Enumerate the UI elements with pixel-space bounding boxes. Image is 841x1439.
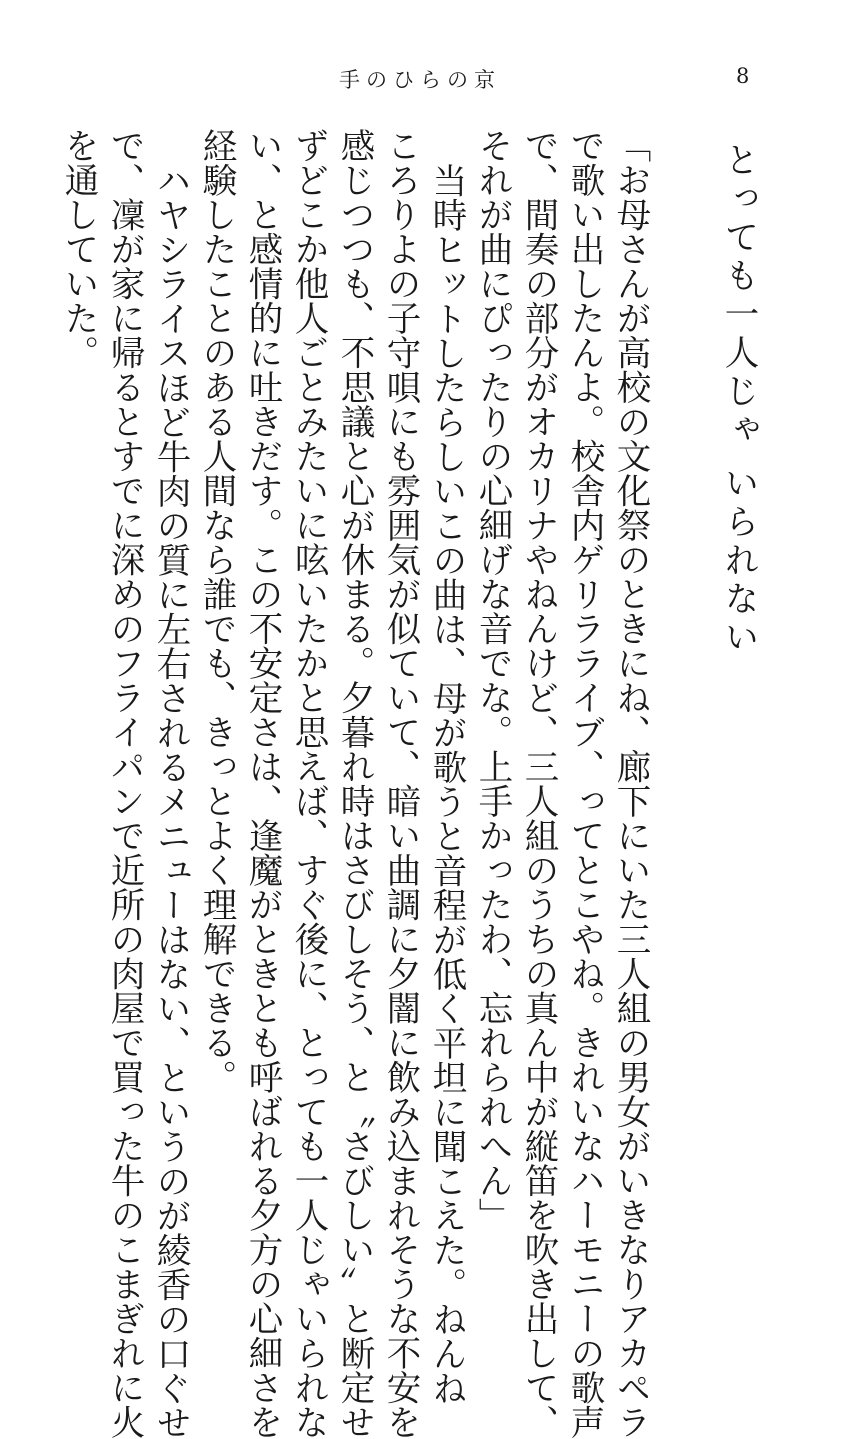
text-line: を通していた。 (58, 128, 98, 370)
text-line: で、間奏の部分がオカリナやねんけど、三人組のうちの真ん中が縦笛を吹き出して、 (518, 128, 558, 1439)
body-paragraph (55, 128, 193, 1439)
text-line: 当時ヒットしたらしいこの曲は、母が歌うと音程が低く平坦に聞こえた。ねんね (426, 162, 466, 1405)
chapter-title: とっても一人じゃ いられない (718, 142, 758, 658)
text-line: で歌い出したんよ。校舎内ゲリラライブ、ってとこやね。きれいなハーモニーの歌声 (564, 128, 604, 1439)
text-line: ハヤシライスほど牛肉の質に左右されるメニューはない、というのが綾香の口ぐせ (150, 162, 190, 1439)
text-line: ずどこか他人ごとみたいに呟いたかと思えば、すぐ後に、とっても一人じゃいられな (288, 128, 328, 1439)
vertical-text-block (3, 128, 761, 1439)
text-line: ころりよの子守唄にも雰囲気が似ていて、暗い曲調に夕闇に飲み込まれそうな不安を (380, 128, 420, 1439)
text-line: 「お母さんが高校の文化祭のときにね、廊下にいた三人組の男女がいきなりアカペラ (610, 128, 650, 1439)
running-head: 手のひらの京 (339, 68, 501, 92)
dialogue-paragraph (469, 128, 653, 1439)
text-line: 感じつつも、不思議と心が休まる。夕暮れ時はさびしそう、と〝さびしい〟と断定せ (334, 128, 374, 1439)
text-line: い、と感情的に吐きだす。この不安定さは、逢魔がときとも呼ばれる夕方の心細さを (242, 128, 282, 1439)
text-line: で、凜が家に帰るとすでに深めのフライパンで近所の肉屋で買った牛のこまぎれに火 (104, 128, 144, 1439)
page-number: 8 (736, 64, 750, 88)
text-line: それが曲にぴったりの心細げな音でな。上手かったわ、忘れられへん」 (472, 128, 512, 1232)
body-paragraph (193, 128, 469, 1439)
text-line: 経験したことのある人間なら誰でも、きっとよく理解できる。 (196, 128, 236, 1094)
